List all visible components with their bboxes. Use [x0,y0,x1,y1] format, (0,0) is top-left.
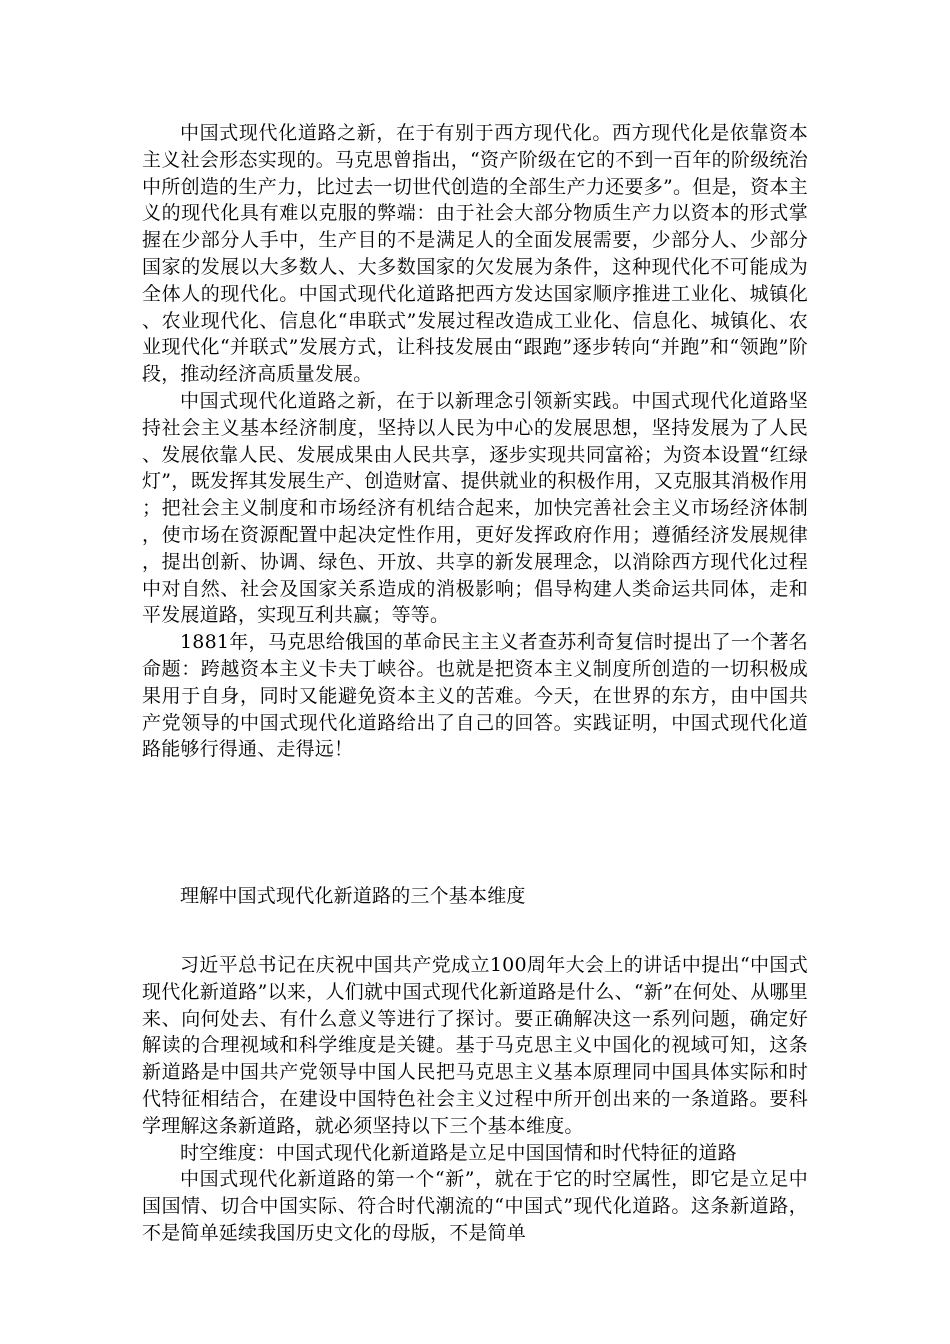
paragraph-caudine-forks: 1881年，马克思给俄国的革命民主主义者查苏利奇复信时提出了一个著名命题：跨越资本主义卡夫丁峡谷。也就是把资本主义制度所创造的一切积极成果用于自身，同时又能避免资本主义的苦难。今天，在世界的东方，由中国共产党领导的中国式现代化道路给出了自己的回答。实践证明，中国式现代化道路能够行得通、走得远！ [142,631,808,761]
paragraph-western-modernization: 中国式现代化道路之新，在于有别于西方现代化。西方现代化是依靠资本主义社会形态实现的。马克思曾指出，“资产阶级在它的不到一百年的阶级统治中所创造的生产力，比过去一切世代创造的全部生产力还要多”。但是，资本主义的现代化具有难以克服的弊端：由于社会大部分物质生产力以资本的形式掌握在少部分人手中，生产目的不是满足人的全面发展需要，少部分人、少部分国家的发展以大多数人、大多数国家的欠发展为条件，这种现代化不可能成为全体人的现代化。中国式现代化道路把西方发达国家顺序推进工业化、城镇化、农业现代化、信息化“串联式”发展过程改造成工业化、信息化、城镇化、农业现代化“并联式”发展方式，让科技发展由“跟跑”逐步转向“并跑”和“领跑”阶段，推动经济高质量发展。 [142,122,808,386]
paragraph-intro-new-road: 习近平总书记在庆祝中国共产党成立100周年大会上的讲话中提出“中国式现代化新道路”以来，人们就中国式现代化新道路是什么、“新”在何处、从哪里来、向何处去、有什么意义等进行了探讨。要正确解决这一系列问题，确定好解读的合理视域和科学维度是关键。基于马克思主义中国化的视域可知，这条新道路是中国共产党领导中国人民把马克思主义基本原理同中国具体实际和时代特征相结合，在建设中国特色社会主义过程中所开创出来的一条道路。要科学理解这条新道路，就必须坚持以下三个基本维度。 [142,953,808,1137]
paragraph-new-concepts: 中国式现代化道路之新，在于以新理念引领新实践。中国式现代化道路坚持社会主义基本经济制度，坚持以人民为中心的发展思想，坚持发展为了人民、发展依靠人民、发展成果由人民共享，逐步实现共同富裕；为资本设置“红绿灯”，既发挥其发展生产、创造财富、提供就业的积极作用，又克服其消极作用；把社会主义制度和市场经济有机结合起来，加快完善社会主义市场经济体制，使市场在资源配置中起决定性作用，更好发挥政府作用；遵循经济发展规律，提出创新、协调、绿色、开放、共享的新发展理念，以消除西方现代化过程中对自然、社会及国家关系造成的消极影响；倡导构建人类命运共同体，走和平发展道路，实现互利共赢；等等。 [142,389,808,627]
heading-spacer [142,910,808,952]
paragraph-time-space-attribute: 中国式现代化新道路的第一个“新”，就在于它的时空属性，即它是立足中国国情、切合中国实际、符合时代潮流的“中国式”现代化道路。这条新道路，不是简单延续我国历史文化的母版，不是简单 [142,1168,808,1244]
document-body [142,120,808,1247]
section-spacer [142,763,808,883]
subheading-time-space-dimension: 时空维度：中国式现代化新道路是立足中国国情和时代特征的道路 [180,1141,737,1164]
section-heading: 理解中国式现代化新道路的三个基本维度 [180,885,526,908]
